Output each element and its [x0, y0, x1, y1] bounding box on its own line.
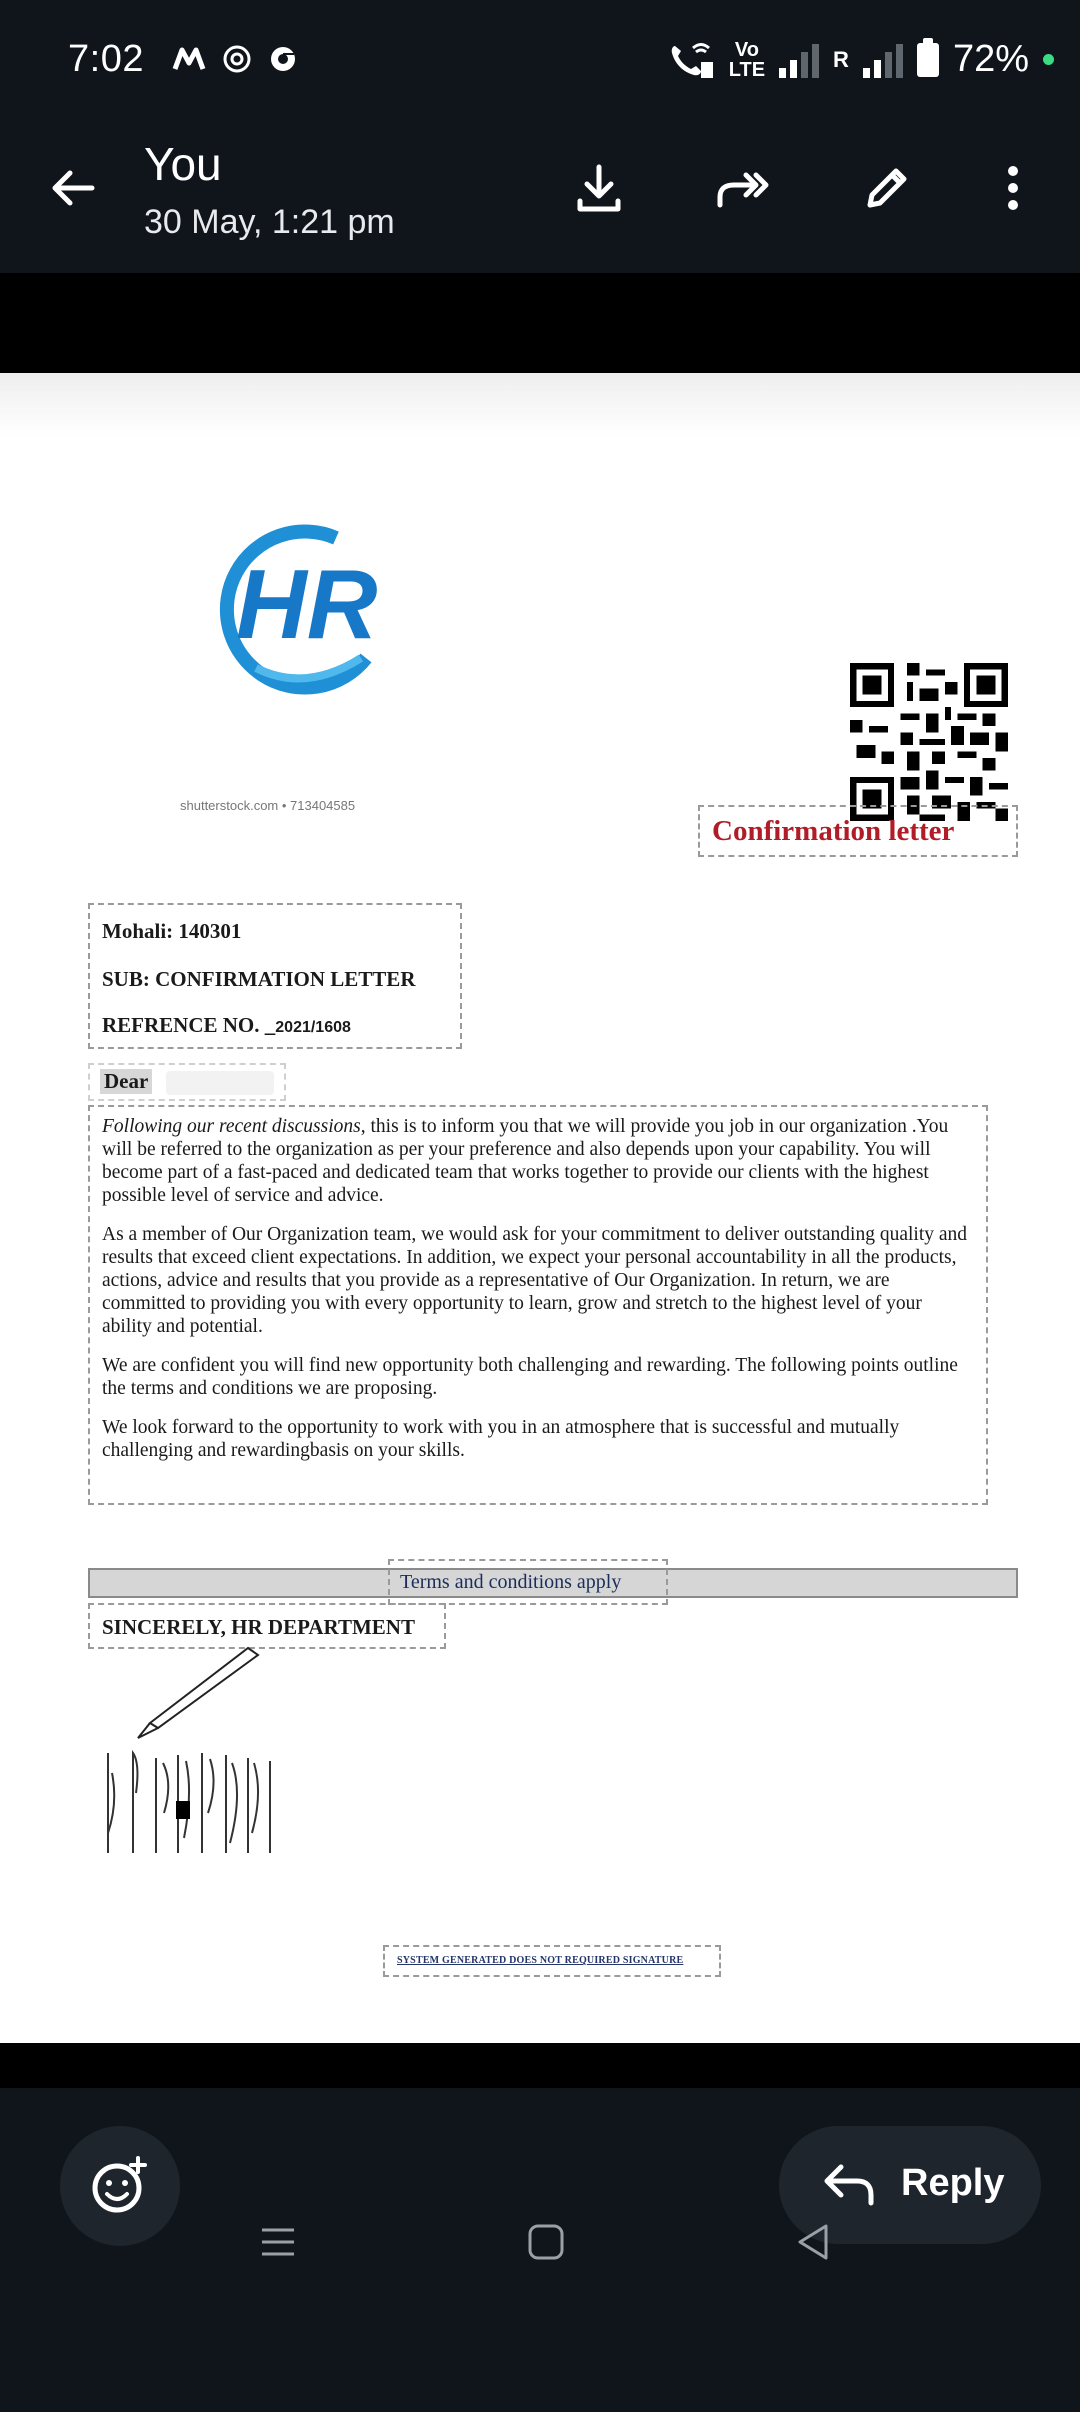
- more-options-icon[interactable]: [980, 155, 1046, 221]
- system-note: SYSTEM GENERATED DOES NOT REQUIRED SIGNATURE: [397, 1955, 684, 1966]
- paragraph-4: We look forward to the opportunity to work with you in an atmosphere that is successful and mutually challenging and rewardingbasis on your skills.: [102, 1417, 900, 1461]
- app-bar: [0, 115, 1080, 273]
- add-emoji-icon: [60, 2126, 180, 2246]
- reference-line: REFRENCE NO. _2021/1608: [102, 1013, 351, 1037]
- edit-pencil-icon[interactable]: [854, 155, 920, 221]
- logo-text: HR: [236, 549, 378, 659]
- reply-arrow-icon: [821, 2161, 877, 2209]
- redacted-name: [166, 1071, 274, 1095]
- volte-indicator: Vo LTE: [728, 38, 766, 81]
- paragraph-2: As a member of Our Organization team, we would ask for your commitment to deliver outstanding quality and results that exceed client expectations. In addition, we expect your personal accountability in all the products, actions, advice and results that you provide as a representative of Our Organization. In return, we are committed to providing you with every opportunity to learn, grow and stretch to the highest level of your ability and potential.: [102, 1224, 968, 1337]
- status-right: [667, 38, 1054, 81]
- threads-icon: [222, 44, 252, 74]
- image-letterbox-bottom: [0, 2043, 1080, 2088]
- salutation: Dear: [100, 1069, 152, 1094]
- chrome-icon: [268, 44, 298, 74]
- letter-image[interactable]: [0, 373, 1080, 2043]
- wifi-calling-icon: [667, 40, 715, 80]
- letter-title: Confirmation letter: [712, 815, 955, 847]
- privacy-indicator-dot: [1043, 54, 1054, 65]
- roaming-label: R: [833, 46, 849, 72]
- status-time: 7:02: [68, 38, 144, 80]
- back-nav-icon[interactable]: [790, 2218, 838, 2266]
- m-icon: [172, 45, 206, 73]
- paragraph-1: Following our recent discussions, this is to inform you that we will provide you job in our organization .You will be referred to the organization as per your preference and also depends upon your capability. You will become part of a fast-paced and dedicated team that works together to provide our clients with the highest possible level of service and advice.: [102, 1116, 949, 1206]
- home-icon[interactable]: [522, 2218, 570, 2266]
- paragraph-3: We are confident you will find new opportunity both challenging and rewarding. The following points outline the terms and conditions we are proposing.: [102, 1355, 958, 1399]
- terms-text: Terms and conditions apply: [400, 1571, 622, 1593]
- signal-bars-sim1: [779, 42, 819, 78]
- battery-icon: [917, 43, 939, 77]
- terms-box: [388, 1559, 668, 1605]
- sender-name: You: [144, 138, 222, 190]
- confirmation-title-box: [698, 805, 1018, 857]
- image-letterbox-top: [0, 273, 1080, 373]
- qr-code: [850, 663, 1008, 821]
- closing-text: SINCERELY, HR DEPARTMENT: [102, 1615, 415, 1639]
- system-note-box: [383, 1945, 721, 1977]
- signature-drawing: [98, 1643, 288, 1863]
- message-date: 30 May, 1:21 pm: [144, 203, 395, 241]
- signal-bars-sim2: [863, 42, 903, 78]
- reference-number: 2021/1608: [275, 1019, 351, 1036]
- reply-label: Reply: [901, 2162, 1005, 2204]
- status-bar: [0, 0, 1080, 115]
- battery-percent: 72%: [952, 38, 1029, 80]
- watermark: shutterstock.com • 713404585: [180, 798, 356, 813]
- hr-logo: [186, 518, 406, 698]
- address-block: [88, 903, 462, 1049]
- salutation-box: [88, 1063, 286, 1101]
- add-reaction-button[interactable]: [60, 2126, 180, 2246]
- download-icon[interactable]: [566, 155, 632, 221]
- subject-line: SUB: CONFIRMATION LETTER: [102, 967, 416, 991]
- forward-all-icon[interactable]: [710, 155, 776, 221]
- back-arrow-icon[interactable]: [40, 155, 106, 221]
- address-line: Mohali: 140301: [102, 919, 242, 943]
- scan-edge: [0, 373, 1080, 437]
- notification-icons: [172, 44, 298, 74]
- letter-body: [88, 1105, 988, 1505]
- recent-apps-icon[interactable]: [254, 2218, 302, 2266]
